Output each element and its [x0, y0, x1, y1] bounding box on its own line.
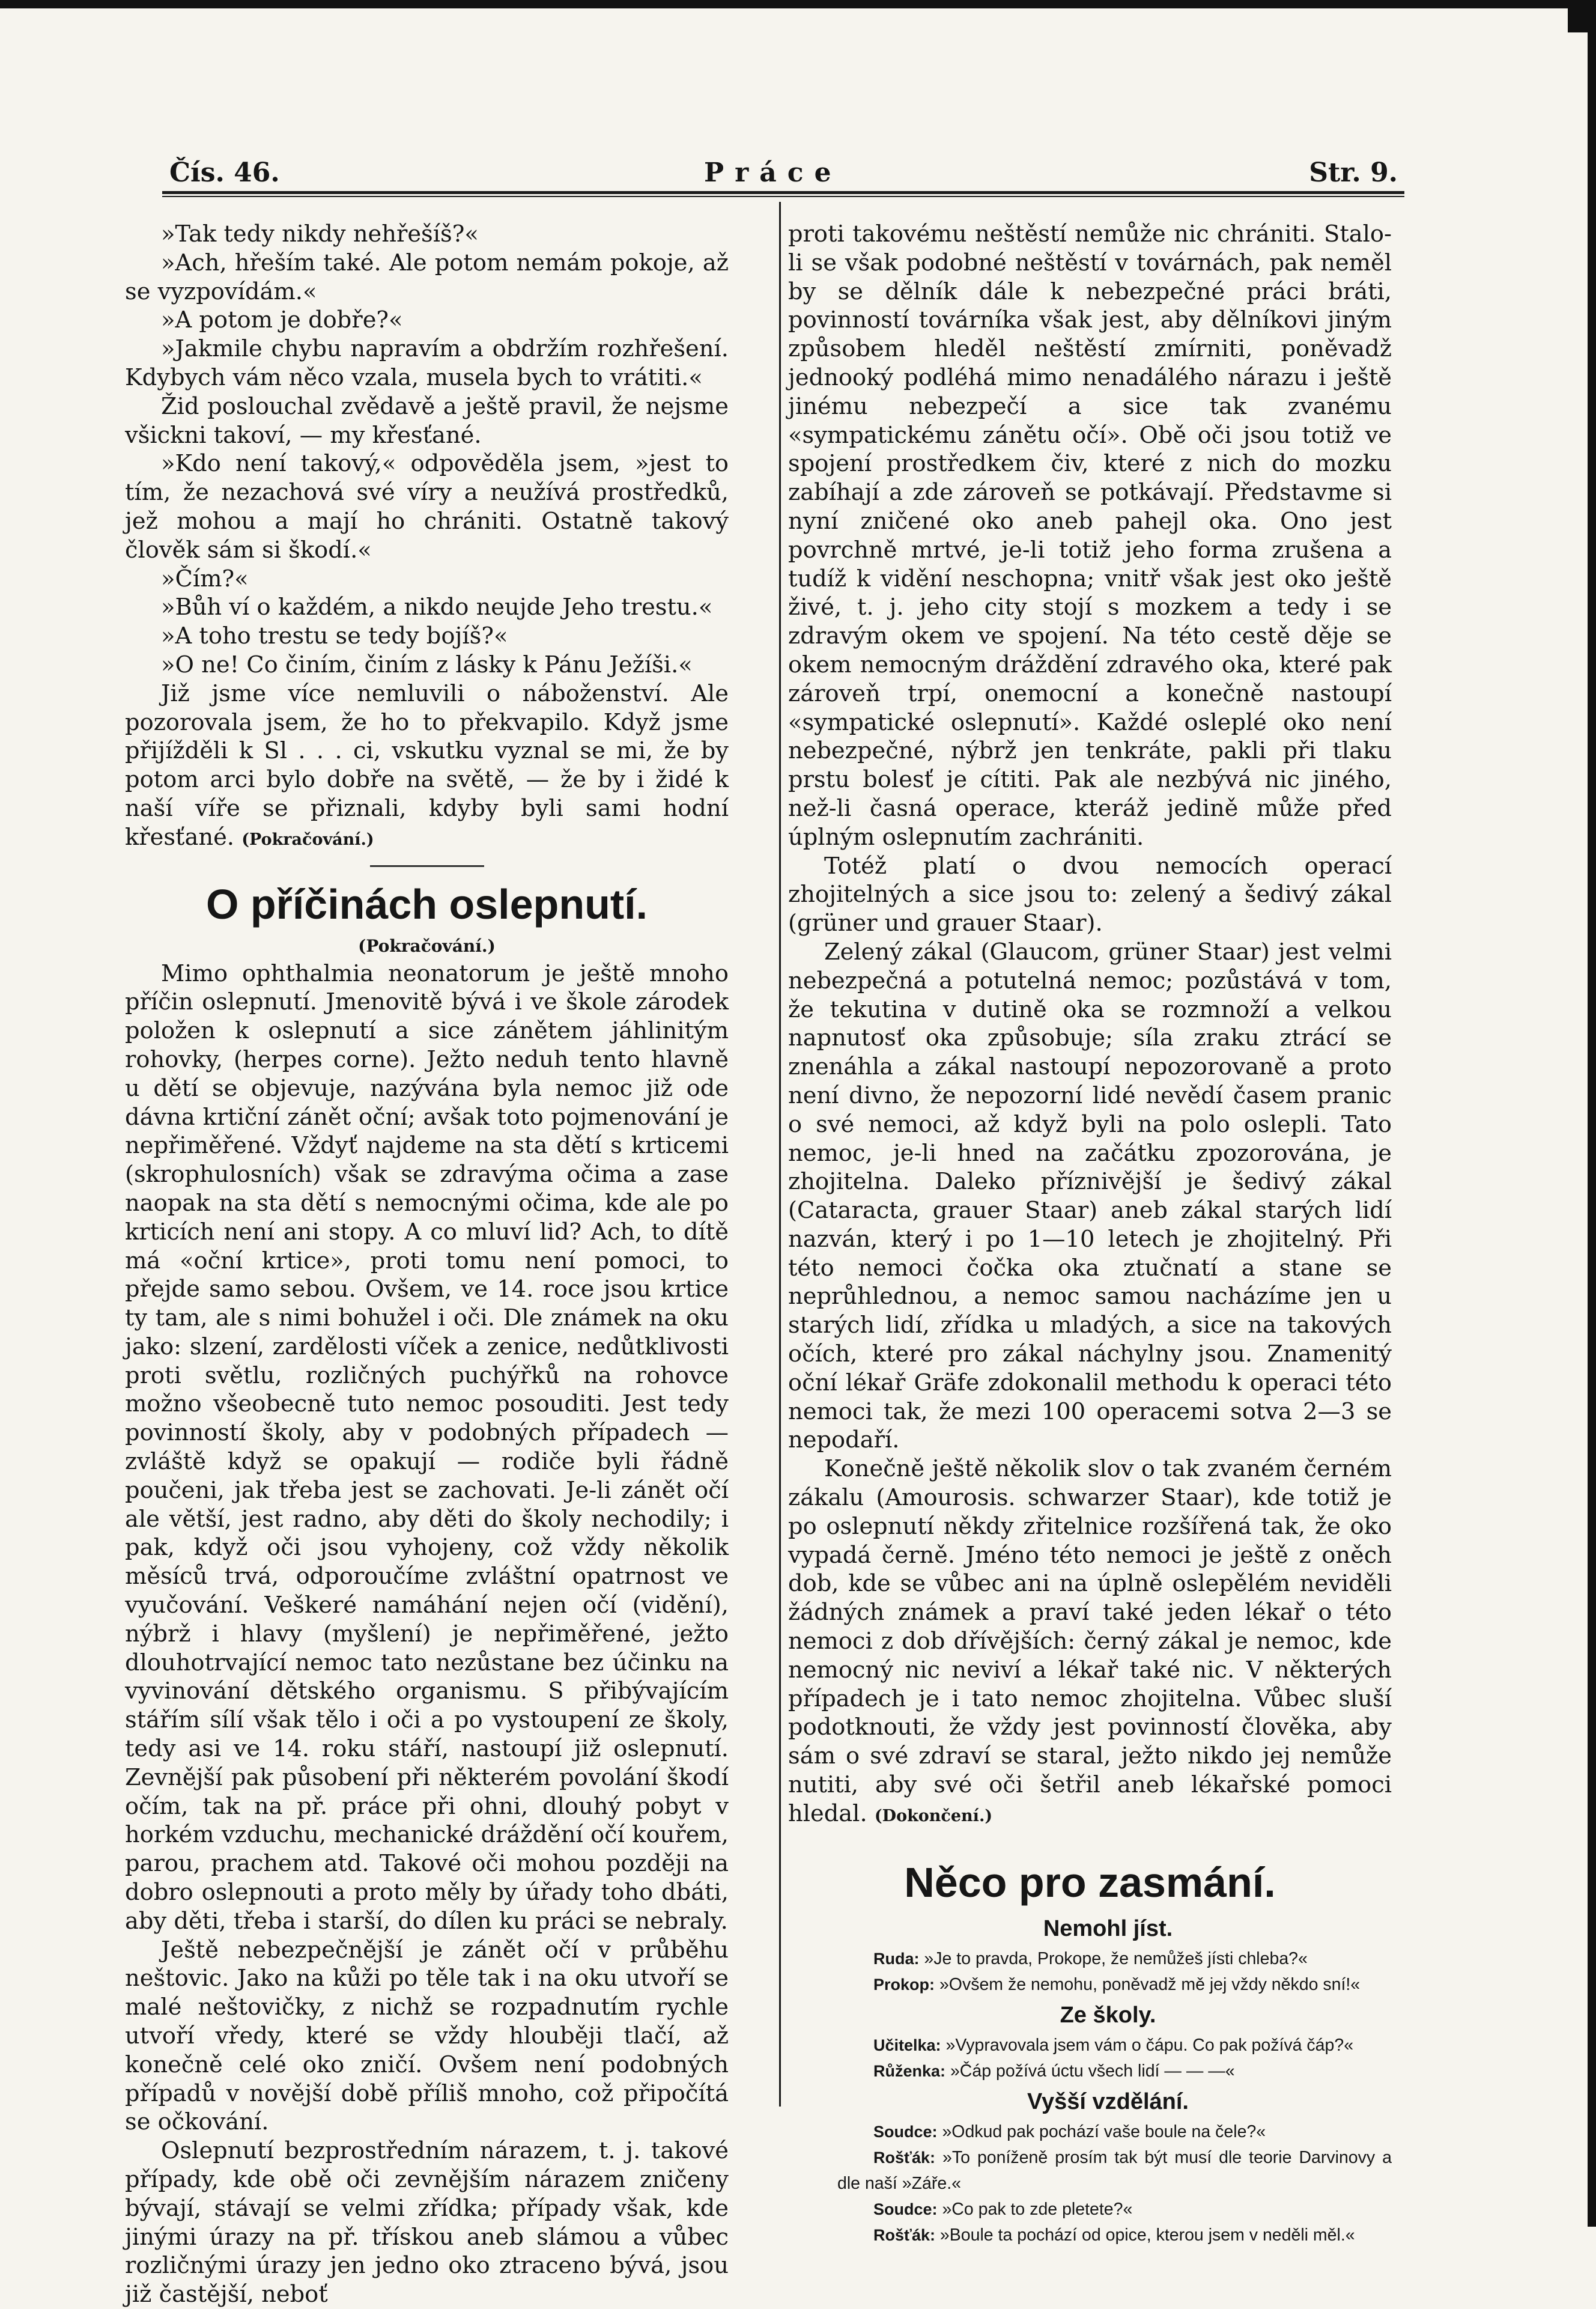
story-paragraph: »Bůh ví o každém, a nikdo neujde Jeho trestu.«: [161, 594, 713, 621]
section-separator: [370, 865, 484, 867]
article-paragraph: [788, 1455, 1392, 1830]
left-column: [125, 220, 729, 2309]
story-paragraph: »Ach, hřeším také. Ale potom nemám pokoje, až se vyzpovídám.«: [125, 249, 729, 305]
joke-heading: Ze školy.: [1060, 2002, 1156, 2028]
article-end-note: (Dokončení.): [874, 1806, 993, 1825]
joke-text: »To poníženě prosím tak být musí dle teorie Darvinovy a dle naší »Záře.«: [837, 2147, 1392, 2193]
article-paragraph: proti takovému neštěstí nemůže nic chrániti. Stalo-li se však podobné neštěstí v továrnách, pak neměl by se dělník dále k nebezpečné práci bráti, povinností továrníka však jest, aby dělníkovi jiným způsobem hleděl neštěstí zmírniti, poněvadž jednooký podléhá mimo nenadálého nárazu i ještě jinému nebezpečí a sice tak zvanému «sympatickému zánětu očí». Obě oči jsou totiž ve spojení prostředkem čiv, které z nich do mozku zabíhají a zde zároveň se potkávají. Představme si nyní zničené oko aneb pahejl oka. Ono jest povrchně mrtvé, je-li totiž jeho forma zrušena a tudíž k vidění neschopna; vnitř však jest oko ještě živé, t. j. jeho city stojí s mozkem a tedy i se zdravým okem ve spojení. Na této cestě děje se okem nemocným dráždění zdravého oka, které pak zároveň trpí, onemocní a konečně nastoupí «sympatické oslepnutí». Každé osleplé oko není nebezpečné, nýbrž jen tenkráte, pakli při tlaku prstu bolesť je cítiti. Pak ale nezbývá nic jiného, než-li časná operace, kteráž jedině může před úplným oslepnutím zachrániti.: [788, 221, 1392, 851]
issue-number: Čís. 46.: [169, 157, 280, 188]
scan-border-top: [0, 0, 1596, 8]
article-paragraph: Oslepnutí bezprostředním nárazem, t. j. takové případy, kde obě oči zevnějším nárazem zničeny bývají, stávají se velmi zřídka; případy však, kde jinými úrazy na př. třískou aneb slámou a vůbec rozličnými úrazy jen jedno oko ztraceno bývá, jsou již častější, neboť: [125, 2137, 729, 2308]
joke-text: »Odkud pak pochází vaše boule na čele?«: [942, 2122, 1266, 2141]
joke-line: [788, 2033, 1392, 2058]
joke-text: »Vypravovala jsem vám o čápu. Co pak požívá čáp?«: [945, 2035, 1354, 2055]
article-paragraph: Totéž platí o dvou nemocích operací zhojitelných a sice jsou to: zelený a šedivý zákal (grüner und grauer Staar).: [788, 852, 1392, 937]
joke-text: »Boule ta pochází od opice, kterou jsem v neděli měl.«: [939, 2225, 1355, 2245]
joke-line: [788, 2197, 1392, 2222]
joke-speaker: Soudce:: [873, 2122, 938, 2141]
story-paragraph: »Jakmile chybu napravím a obdržím rozhřešení. Kdybych vám něco vzala, musela bych to vrátiti.«: [125, 335, 729, 391]
story-paragraph: »Tak tedy nikdy nehřešíš?«: [161, 221, 479, 248]
story-paragraph: »A toho trestu se tedy bojíš?«: [161, 622, 508, 650]
joke-speaker: Soudce:: [873, 2200, 938, 2218]
joke-speaker: Rošťák:: [873, 2148, 935, 2167]
scan-border-tab: [1568, 8, 1588, 32]
scan-border-right: [1588, 0, 1596, 2227]
joke-speaker: Růženka:: [873, 2061, 946, 2080]
story-last-text: Již jsme více nemluvili o náboženství. Ale pozorovala jsem, že ho to překvapilo. Když jsme přijížděli k Sl . . . ci, vskutku vyznal se mi, že by potom arci bylo dobře na světě, — že by i židé k naší víře se přiznali, kdyby byli sami hodní křesťané.: [125, 680, 729, 851]
article-title: O příčinách oslepnutí.: [205, 880, 648, 928]
page-number: Str. 9.: [1309, 157, 1398, 188]
story-paragraph: [125, 680, 729, 854]
joke-speaker: Prokop:: [873, 1975, 935, 1994]
joke-line: [788, 2145, 1392, 2197]
joke-speaker: Rošťák:: [873, 2225, 935, 2244]
joke-line: [788, 1946, 1392, 1972]
article-subtitle: (Pokračování.): [358, 935, 496, 956]
joke-text: »Ovšem že nemohu, poněvadž mě jej vždy někdo sní!«: [939, 1974, 1361, 1994]
right-column: [788, 220, 1392, 2248]
joke-speaker: Ruda:: [873, 1949, 920, 1968]
article-paragraph: Mimo ophthalmia neonatorum je ještě mnoho příčin oslepnutí. Jmenovitě bývá i ve škole zárodek položen k oslepnutí a sice zánětem jáhlinitým rohovky, (herpes corne). Ježto neduh tento hlavně u dětí se objevuje, nazývána byla nemoc již ode dávna krtiční zánět oční; avšak toto pojmenování je nepřiměřené. Vždyť najdeme na sta dětí s krticemi (skrophulosních) však se zdravýma očima a zase naopak na sta dětí s nemocnými očima, kde ale po krticích není ani stopy. A co mluví lid? Ach, to dítě má «oční krtice», proti tomu není pomoci, to přejde samo sebou. Ovšem, ve 14. roce jsou krtice ty tam, ale s nimi bohužel i oči. Dle známek na oku jako: slzení, zardělosti víček a zenice, nedůtklivosti proti světlu, rozličných puchýřků na rohovce možno všeobecně tuto nemoc posouditi. Jest tedy povinností školy, aby v podobných případech — zvláště když se opakují — rodiče byli řádně poučeni, jak třeba jest se zachovati. Je-li zánět očí ale větší, jest radno, aby děti do školy nechodily; i pak, když oči jsou vyhojeny, což vždy několik měsíců trvá, odporoučíme zvláštní opatrnost ve vyučování. Veškeré namáhání nejen očí (vidění), nýbrž i hlavy (myšlení) je nepřiměřené, ježto dlouhotrvající nemoc tato nezůstane bez účinku na vyvinování dětského organismu. S přibývajícím stářím sílí však tělo i oči a po vystoupení ze školy, tedy asi ve 14. roku stáří, nastoupí již oslepnutí. Zevnější pak působení při některém povolání škodí očím, tak na př. práce při ohni, dlouhý pobyt v horkém vzduchu, mechanické dráždění očí kouřem, parou, prachem atd. Takové oči mohou později na dobro oslepnouti a proto měly by úřady toho dbáti, aby děti, třeba i starší, do dílen ku práci se nebraly.: [125, 960, 729, 1935]
article-paragraph: Zelený zákal (Glaucom, grüner Staar) jest velmi nebezpečná a potutelná nemoc; pozůstává v tom, že tekutina v dutině oka se rozmnoží a velkou napnutosť oka způsobuje; síla zraku ztrácí se znenáhla a zákal nastoupí nepozorovaně a proto není divno, že nepozorní lidé nevědí časem pranic o své nemoci, až když byli na polo oslepli. Tato nemoc, je-li hned na začátku zpozorována, je zhojitelna. Daleko příznivější je šedivý zákal (Cataracta, grauer Staar) aneb zákal starých lidí nazván, který i po 1—10 letech je zhojitelný. Při této nemoci čočka oka ztučnatí a stane se neprůhlednou, a nemoc samou nacházíme jen u starých lidí, zřídka u mladých, a sice na takových očích, které pro zákal náchylny jsou. Znamenitý oční lékař Gräfe zdokonalil methodu k operaci této nemoci tak, že mezi 100 operacemi sotva 2—3 se nepodaří.: [788, 938, 1392, 1454]
humor-title: Něco pro zasmání.: [904, 1858, 1276, 1906]
joke-heading: Vyšší vzdělání.: [1027, 2088, 1189, 2114]
story-paragraph: »Kdo není takový,« odpověděla jsem, »jest to tím, že nezachová své víry a neužívá prostředků, jež mohou a mají ho chrániti. Ostatně takový člověk sám si škodí.«: [125, 450, 729, 564]
header-rule-thin: [162, 196, 1404, 197]
joke-text: »Čáp požívá úctu všech lidí — — —«: [950, 2061, 1235, 2081]
newspaper-title: Práce: [704, 157, 842, 188]
article-paragraph: Ještě nebezpečnější je zánět očí v průběhu neštovic. Jako na kůži po těle tak i na oku utvoří se malé neštovičky, z nichž se rozpadnutím rychle utvoří vředy, které se vždy hlouběji tlačí, až konečně celé oko zničí. Ovšem není podobných případů v novější době příliš mnoho, což připočítá se očkování.: [125, 1936, 729, 2136]
joke-heading: Nemohl jíst.: [1043, 1915, 1173, 1941]
story-paragraph: »Čím?«: [161, 565, 249, 592]
column-divider: [779, 202, 781, 2107]
joke-text: »Co pak to zde pletete?«: [942, 2199, 1133, 2219]
header-rule: [162, 191, 1404, 194]
joke-line: [788, 2222, 1392, 2248]
article-last-text: Konečně ještě několik slov o tak zvaném černém zákalu (Amourosis. schwarzer Staar), kde totiž je po oslepnutí někdy zřitelnice rozšířená tak, že oko vypadá černě. Jméno této nemoci je ještě z oněch dob, kde se vůbec ani na úplně oslepělém neviděli žádných známek a praví také jeden lékař o této nemoci z dob dřívějších: černý zákal je nemoc, kde nemocný nic neviví a lékař také nic. V některých případech je i tato nemoc zhojitelna. Vůbec sluší podotknouti, že vždy jest povinností člověka, aby sám o své zdraví se staral, ježto nikdo jej nemůže nutiti, aby své oči šetřil aneb lékařské pomoci hledal.: [788, 1455, 1392, 1827]
story-paragraph: Žid poslouchal zvědavě a ještě pravil, že nejsme všickni takoví, — my křesťané.: [125, 392, 729, 449]
story-continuation-note: (Pokračování.): [241, 830, 374, 849]
joke-line: [788, 2058, 1392, 2084]
joke-line: [788, 2119, 1392, 2145]
joke-line: [788, 1972, 1392, 1998]
joke-text: »Je to pravda, Prokope, že nemůžeš jísti chleba?«: [924, 1949, 1308, 1968]
story-paragraph: »O ne! Co činím, činím z lásky k Pánu Ježíši.«: [161, 651, 693, 678]
page-header: [169, 157, 1398, 193]
story-paragraph: »A potom je dobře?«: [161, 306, 403, 334]
joke-speaker: Učitelka:: [873, 2036, 941, 2054]
